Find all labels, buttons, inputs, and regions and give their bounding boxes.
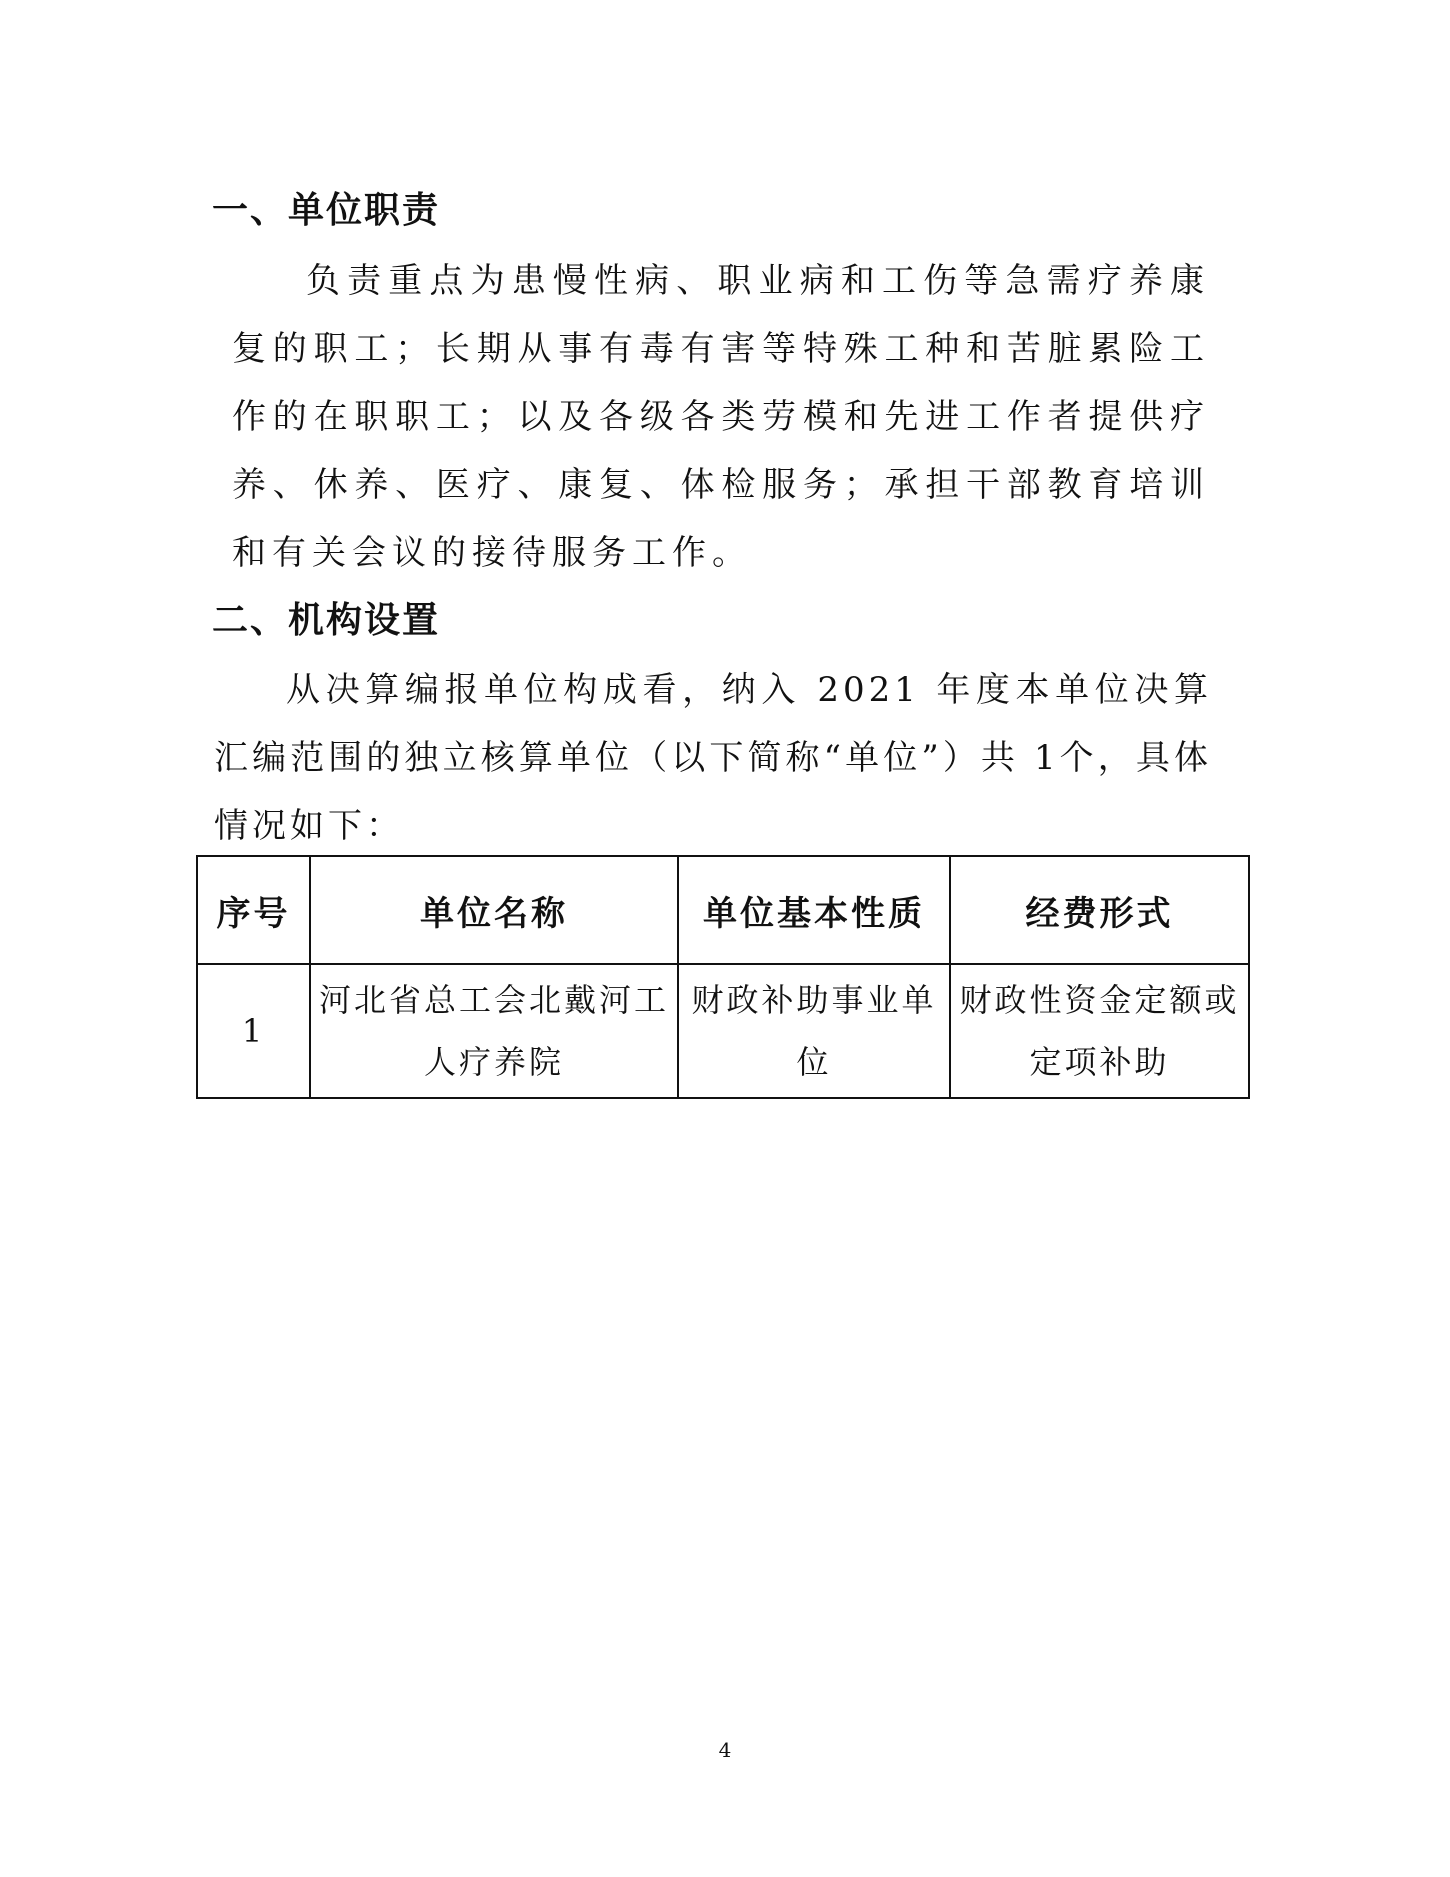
section-heading-responsibilities: 一、单位职责	[212, 190, 441, 231]
header-serial-number: 序号	[197, 856, 310, 964]
header-funding-form: 经费形式	[950, 856, 1249, 964]
table-row	[197, 964, 1249, 1098]
header-unit-name: 单位名称	[310, 856, 678, 964]
responsibilities-paragraph: 负责重点为患慢性病、职业病和工伤等急需疗养康复的职工；长期从事有毒有害等特殊工种和苦脏累险工作的在职职工；以及各级各类劳模和先进工作者提供疗养、休养、医疗、康复、体检服务；承担干部教育培训和有关会议的接待服务工作。	[232, 261, 1210, 573]
organization-paragraph: 从决算编报单位构成看，纳入 2021 年度本单位决算汇编范围的独立核算单位（以下简称“单位”）共 1个，具体情况如下：	[214, 670, 1212, 846]
cell-unit-nature: 财政补助事业单位	[678, 964, 950, 1098]
section-heading-organization: 二、机构设置	[212, 600, 441, 641]
page-number: 4	[718, 1738, 732, 1762]
cell-unit-name: 河北省总工会北戴河工人疗养院	[310, 964, 678, 1098]
units-table	[196, 855, 1250, 1099]
cell-funding-form: 财政性资金定额或定项补助	[950, 964, 1249, 1098]
cell-serial-number: 1	[197, 964, 310, 1098]
header-unit-nature: 单位基本性质	[678, 856, 950, 964]
table-header-row	[197, 856, 1249, 964]
